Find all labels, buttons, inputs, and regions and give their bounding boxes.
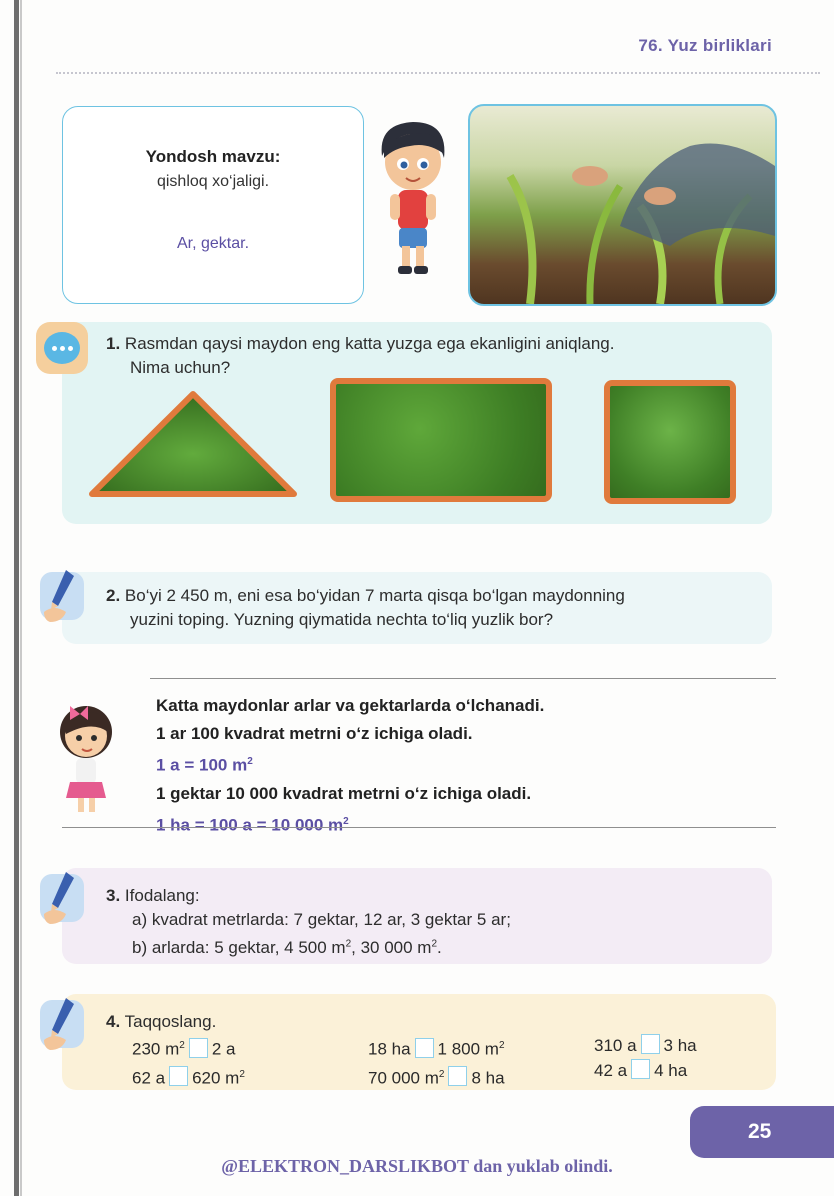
topic-subtitle: qishloq xo‘jaligi. xyxy=(156,173,270,190)
answer-box[interactable] xyxy=(169,1066,188,1086)
compare-column-2 xyxy=(368,1033,505,1090)
task-2-line-1: Bo‘yi 2 450 m, eni esa bo‘yidan 7 marta qisqa bo‘lgan maydonning xyxy=(124,586,625,605)
answer-box[interactable] xyxy=(641,1034,660,1054)
triangle-field xyxy=(86,388,300,500)
task-4-title-line xyxy=(106,1010,216,1034)
rectangle-field xyxy=(330,378,552,502)
page-number: 25 xyxy=(748,1120,772,1143)
info-formula-ar: 1 a = 100 $m^2$ xyxy=(156,755,253,775)
answer-box[interactable] xyxy=(448,1066,467,1086)
header-divider xyxy=(56,72,820,74)
farm-photo xyxy=(468,104,777,306)
info-line-1: Katta maydonlar arlar va gektarlarda o‘lchanadi. xyxy=(156,696,545,715)
discussion-icon xyxy=(36,322,88,374)
square-field xyxy=(604,380,736,504)
compare-row: 18 ha 1 800 $m^2$ xyxy=(368,1039,505,1059)
compare-row: 70 000 $m^2$ 8 ha xyxy=(368,1068,505,1088)
compare-row: 42 a 4 ha xyxy=(594,1061,688,1080)
task-1-number: 1. xyxy=(106,334,121,353)
task-3-item-a: a) kvadrat metrlarda: 7 gektar, 12 ar, 3 gektar 5 ar; xyxy=(132,910,511,929)
compare-row: 310 a 3 ha xyxy=(594,1036,697,1055)
info-line-2: 1 ar 100 kvadrat metrni o‘z ichiga oladi. xyxy=(156,724,473,743)
answer-box[interactable] xyxy=(189,1038,208,1058)
task-2-number: 2. xyxy=(106,586,121,605)
compare-column-1 xyxy=(132,1033,245,1090)
book-spine xyxy=(14,0,19,1196)
task-3-number: 3. xyxy=(106,886,121,905)
pencil-hand-icon xyxy=(36,868,88,930)
answer-box[interactable] xyxy=(415,1038,434,1058)
task-3-text xyxy=(106,884,511,960)
info-top-rule xyxy=(150,678,776,679)
task-1-line-1: Rasmdan qaysi maydon eng katta yuzga ega ekanligini aniqlang. xyxy=(124,334,615,353)
footer-credit: @ELEKTRON_DARSLIKBOT dan yuklab olindi. xyxy=(221,1156,613,1176)
topic-keywords: Ar, gektar. xyxy=(176,235,250,252)
info-line-3: 1 gektar 10 000 kvadrat metrni o‘z ichiga oladi. xyxy=(156,783,532,803)
task-4-title: Taqqoslang. xyxy=(124,1012,217,1031)
pencil-hand-icon xyxy=(36,566,88,628)
task-1-line-2: Nima uchun? xyxy=(130,358,231,377)
compare-row: 230 $m^2$ 2 a xyxy=(132,1039,236,1059)
corn-field-image xyxy=(470,106,775,304)
task-2-line-2: yuzini toping. Yuzning qiymatida nechta to‘liq yuzlik bor? xyxy=(130,610,554,629)
task-2-text xyxy=(106,584,625,632)
compare-column-3 xyxy=(594,1033,697,1083)
page-number-tab xyxy=(690,1106,834,1158)
boy-illustration xyxy=(368,116,458,281)
compare-row: 62 a 620 $m^2$ xyxy=(132,1068,245,1088)
task-3-item-b: b) arlarda: 5 gektar, 4 500 $m^2$, 30 000 $m^2$. xyxy=(132,937,442,957)
girl-illustration xyxy=(42,694,128,818)
book-spine-edge xyxy=(20,0,22,1196)
answer-box[interactable] xyxy=(631,1059,650,1079)
info-block xyxy=(156,692,544,839)
info-formula-ha: 1 ha = 100 a = 10 000 $m^2$ xyxy=(156,815,349,835)
related-topic-card xyxy=(62,106,364,304)
topic-title: Yondosh mavzu: xyxy=(145,147,281,166)
task-3-title: Ifodalang: xyxy=(124,886,200,905)
task-4-number: 4. xyxy=(106,1012,121,1031)
info-bottom-rule xyxy=(62,827,776,828)
chapter-title: 76. Yuz birliklari xyxy=(638,36,772,55)
pencil-hand-icon xyxy=(36,994,88,1056)
task-1-text xyxy=(106,332,614,380)
